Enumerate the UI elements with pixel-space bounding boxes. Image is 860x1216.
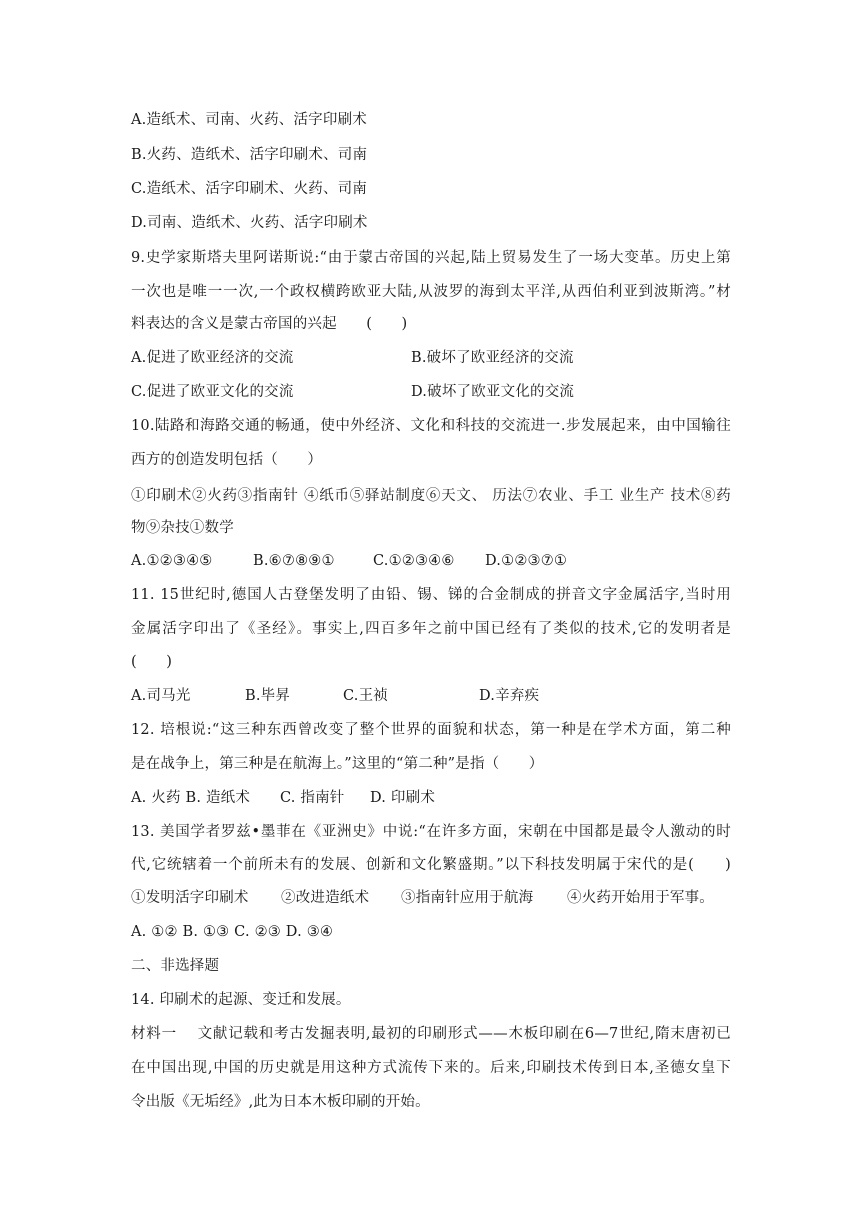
q11-option-c: C.王祯: [343, 688, 388, 704]
q13-item-1: ①发明活字印刷术: [131, 890, 249, 906]
q8-option-d: D.司南、造纸术、火药、活字印刷术: [131, 215, 368, 231]
q10-option-d: D.①②③⑦①: [485, 553, 568, 569]
q10-option-c: C.①②③④⑥: [373, 553, 455, 569]
q11-option-d: D.辛弃疾: [479, 688, 540, 704]
q13-item-2: ②改进造纸术: [281, 890, 370, 906]
q9-option-c: C.促进了欧亚文化的交流: [131, 384, 294, 400]
q10-stem-line-2: 西方的创造发明包括（ ）: [131, 452, 323, 468]
q9-option-b: B.破坏了欧亚经济的交流: [411, 350, 574, 366]
q9-option-a: A.促进了欧亚经济的交流: [131, 350, 294, 366]
q13-stem-line-1: 13. 美国学者罗兹•墨菲在《亚洲史》中说:“在许多方面，宋朝在中国都是最令人激动的时: [131, 824, 731, 840]
q8-option-a: A.造纸术、司南、火药、活字印刷术: [131, 112, 367, 128]
q13-options: A. ①② B. ①③ C. ②③ D. ③④: [131, 924, 334, 940]
q14-material-1-line-2: 在中国出现,中国的历史就是用这种方式流传下来的。后来,印刷技术传到日本,圣德女皇下: [131, 1060, 731, 1076]
section-heading: 二、非选择题: [131, 958, 220, 974]
q14-stem: 14. 印刷术的起源、变迁和发展。: [131, 992, 351, 1008]
q11-option-a: A.司马光: [131, 688, 191, 704]
q11-option-b: B.毕昇: [245, 688, 291, 704]
q10-items-line-2: 物⑨杂技①数学: [131, 520, 234, 536]
q12-stem-line-1: 12. 培根说:“这三种东西曾改变了整个世界的面貌和状态，第一种是在学术方面，第二种: [131, 722, 731, 738]
q10-items-line-1: ①印刷术②火药③指南针 ④纸币⑤驿站制度⑥天文、 历法⑦农业、手工 业生产 技术⑧药: [131, 488, 731, 504]
q12-option-c: C. 指南针: [280, 790, 345, 806]
q12-stem-line-2: 是在战争上，第三种是在航海上。”这里的“第二种”是指（ ）: [131, 756, 544, 772]
q11-stem-line-1: 11. 15世纪时,德国人古登堡发明了由铅、锡、锑的合金制成的拼音文字金属活字,当时用: [131, 587, 731, 603]
q9-stem-line-1: 9.史学家斯塔夫里阿诺斯说:“由于蒙古帝国的兴起,陆上贸易发生了一场大变革。历史上第: [131, 250, 731, 266]
q9-stem-line-3: 料表达的含义是蒙古帝国的兴起 ( ): [131, 316, 408, 332]
q12-options-a-b: A. 火药 B. 造纸术: [131, 790, 251, 806]
q11-stem-line-3: ( ): [131, 654, 173, 670]
q9-option-d: D.破坏了欧亚文化的交流: [411, 384, 575, 400]
q14-material-1-line-3: 令出版《无垢经》,此为日本木板印刷的开始。: [131, 1094, 430, 1110]
q10-stem-line-1: 10.陆路和海路交通的畅通，使中外经济、文化和科技的交流进一.步发展起来，由中国输往: [131, 418, 731, 434]
q14-material-1-line-1: 材料一 文献记载和考古发掘表明,最初的印刷形式——木板印刷在6—7世纪,隋末唐初已: [131, 1026, 731, 1042]
q11-stem-line-2: 金属活字印出了《圣经》。事实上,四百多年之前中国已经有了类似的技术,它的发明者是: [131, 621, 731, 637]
q12-option-d: D. 印刷术: [370, 790, 436, 806]
q10-option-a: A.①②③④⑤: [131, 553, 213, 569]
q13-item-3: ③指南针应用于航海: [401, 890, 534, 906]
q9-stem-line-2: 一次也是唯一一次,一个政权横跨欧亚大陆,从波罗的海到太平洋,从西伯利亚到波斯湾。”材: [131, 284, 731, 300]
q8-option-b: B.火药、造纸术、活字印刷术、司南: [131, 147, 368, 163]
q8-option-c: C.造纸术、活字印刷术、火药、司南: [131, 181, 368, 197]
q10-option-b: B.⑥⑦⑧⑨①: [253, 553, 335, 569]
q13-item-4: ④火药开始用于军事。: [567, 890, 714, 906]
q13-stem-line-2: 代,它统辖着一个前所未有的发展、创新和文化繁盛期。”以下科技发明属于宋代的是( ): [131, 857, 731, 873]
